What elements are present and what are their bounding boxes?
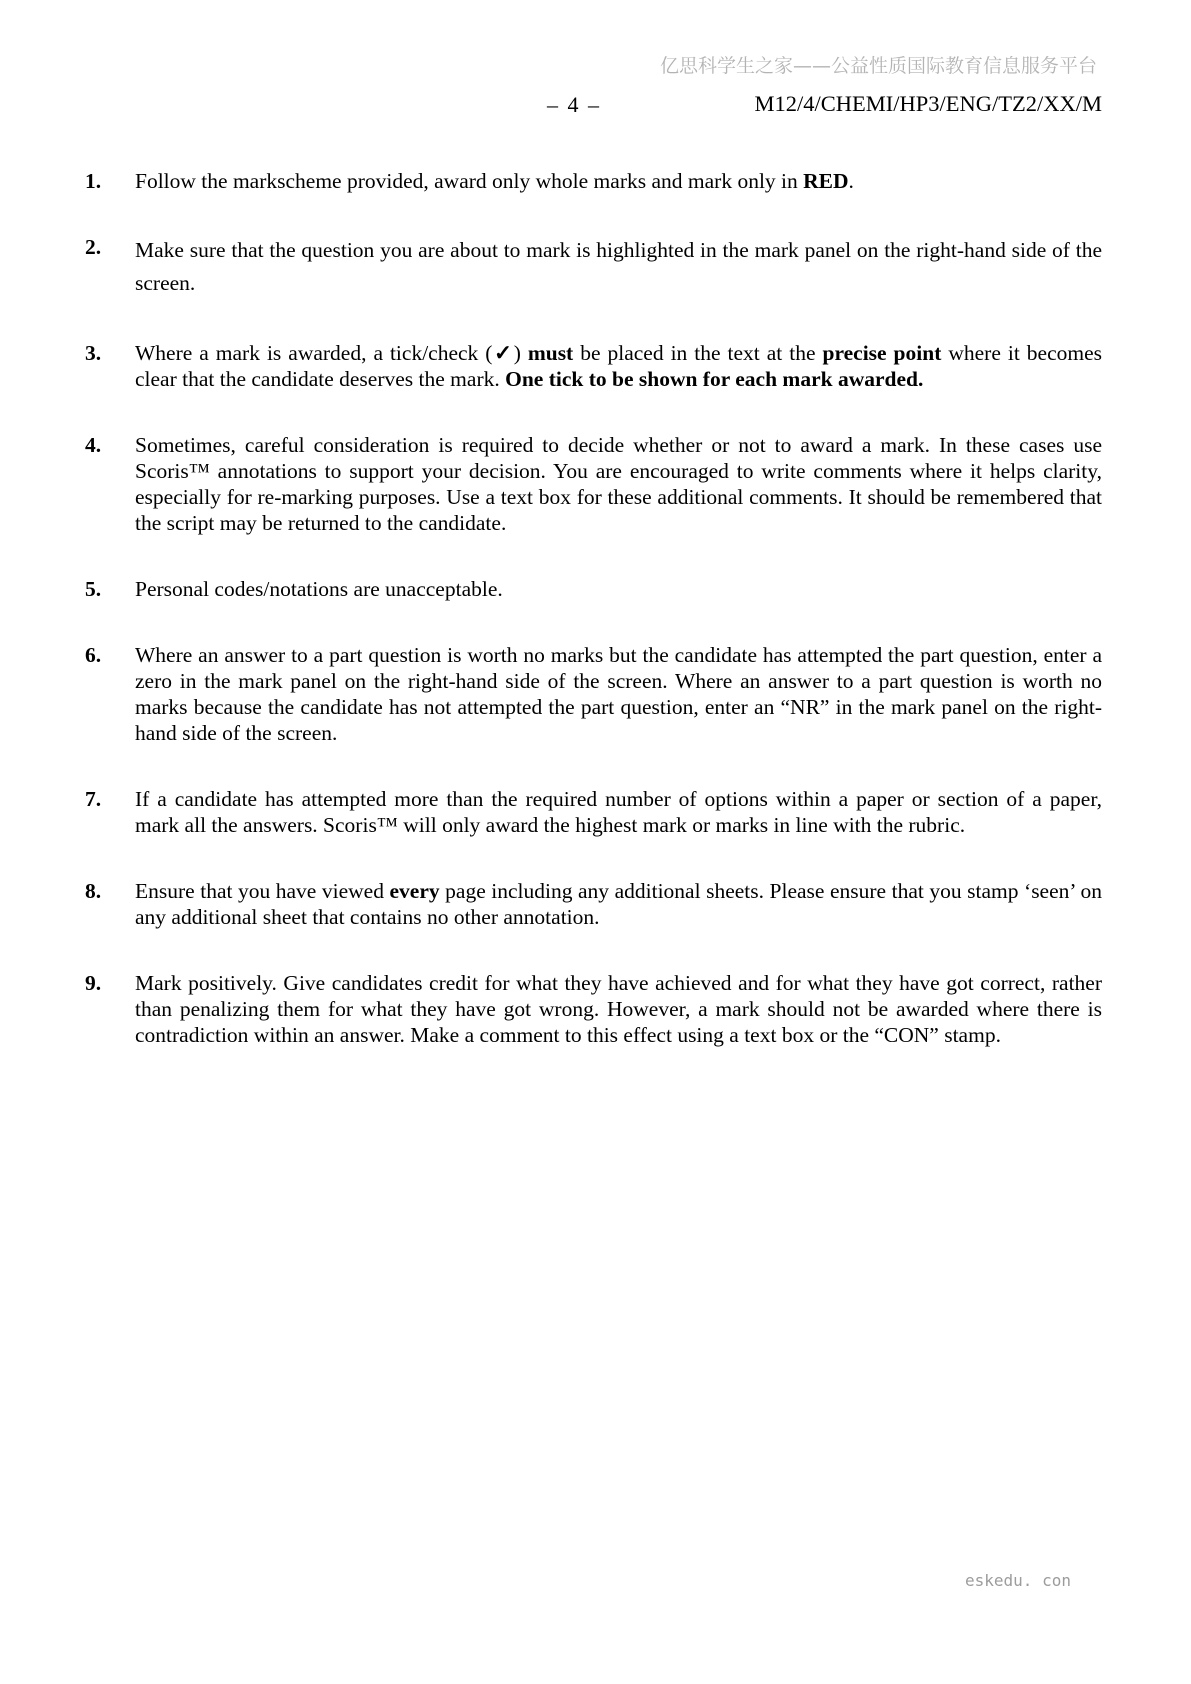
instruction-item	[85, 786, 1102, 838]
page-number: – 4 –	[547, 92, 601, 117]
item-text: Where an answer to a part question is worth no marks but the candidate has attempted the part question, enter a zero in the mark panel on the right-hand side of the screen. Where an answer to a part question is worth no marks because the candidate has not attempted the part question, enter an “NR” in the mark panel on the right-hand side of the screen.	[135, 643, 1102, 745]
instruction-item	[85, 970, 1102, 1048]
item-text: Make sure that the question you are about to mark is highlighted in the mark panel on the right-hand side of the screen.	[135, 238, 1102, 295]
item-text: Ensure that you have viewed every page including any additional sheets. Please ensure that you stamp ‘seen’ on any additional sheet that contains no other annotation.	[135, 879, 1102, 929]
item-text: Mark positively. Give candidates credit for what they have achieved and for what they have got correct, rather than penalizing them for what they have got wrong. However, a mark should not be awarded where there is contradiction within an answer. Make a comment to this effect using a text box or the “CON” stamp.	[135, 971, 1102, 1047]
instruction-item	[85, 340, 1102, 392]
item-text: Follow the markscheme provided, award only whole marks and mark only in RED.	[135, 169, 854, 193]
item-text: Where a mark is awarded, a tick/check (✓) must be placed in the text at the precise point where it becomes clear that the candidate deserves the mark. One tick to be shown for each mark awarded.	[135, 341, 1102, 391]
item-number: 8.	[85, 879, 102, 903]
instruction-item	[85, 234, 1102, 300]
item-number: 5.	[85, 577, 102, 601]
instruction-item	[85, 878, 1102, 930]
item-text: Sometimes, careful consideration is required to decide whether or not to award a mark. In these cases use Scoris™ annotations to support your decision. You are encouraged to write comments where it helps clarity, especially for re-marking purposes. Use a text box for these additional comments. It should be remembered that the script may be returned to the candidate.	[135, 433, 1102, 535]
instruction-list	[85, 168, 1102, 1088]
item-number: 1.	[85, 169, 102, 193]
instruction-item	[85, 168, 1102, 194]
footer-watermark: eskedu. con	[965, 1571, 1071, 1590]
instruction-item	[85, 576, 1102, 602]
item-number: 6.	[85, 643, 102, 667]
exam-code: M12/4/CHEMI/HP3/ENG/TZ2/XX/M	[754, 91, 1102, 116]
instruction-item	[85, 432, 1102, 536]
item-number: 9.	[85, 971, 102, 995]
item-text: Personal codes/notations are unacceptable.	[135, 577, 503, 601]
header-watermark: 亿思科学生之家——公益性质国际教育信息服务平台	[660, 55, 1098, 77]
instruction-item	[85, 642, 1102, 746]
item-number: 3.	[85, 341, 102, 365]
item-number: 7.	[85, 787, 102, 811]
item-number: 4.	[85, 433, 102, 457]
item-number: 2.	[85, 235, 102, 259]
item-text: If a candidate has attempted more than the required number of options within a paper or section of a paper, mark all the answers. Scoris™ will only award the highest mark or marks in line with the rubric.	[135, 787, 1102, 837]
